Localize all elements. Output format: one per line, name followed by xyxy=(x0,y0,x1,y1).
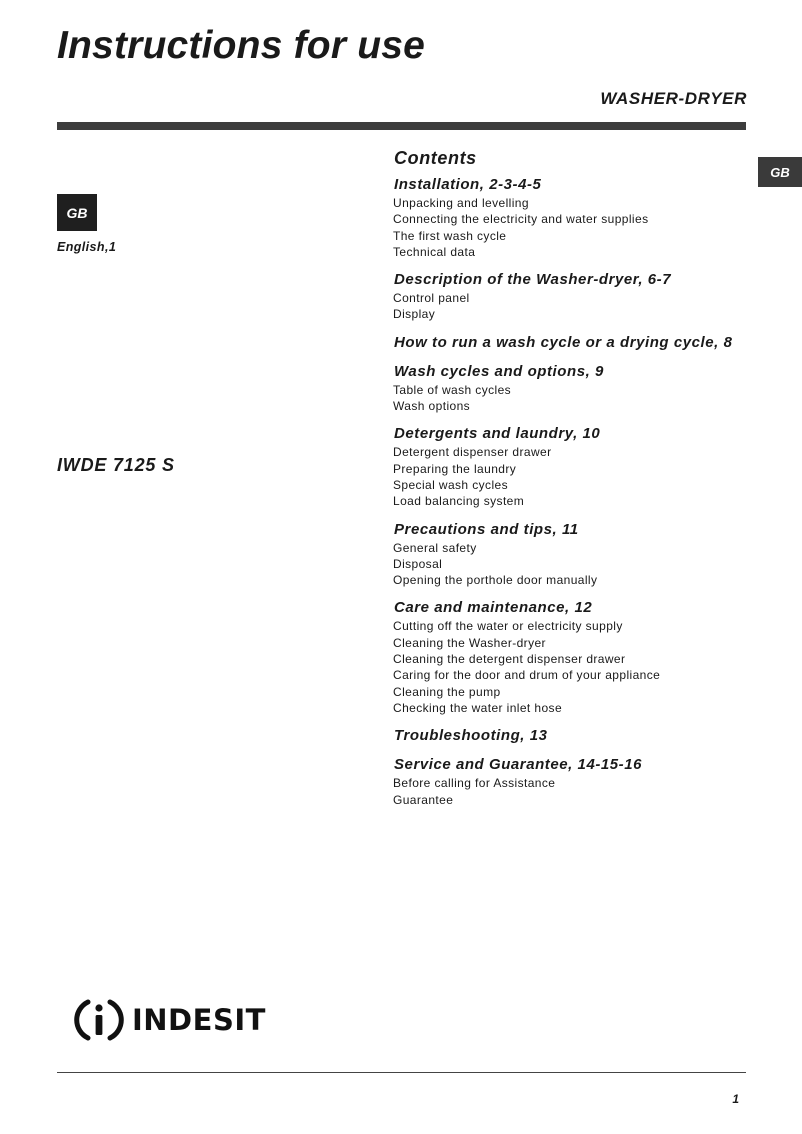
toc-item-list xyxy=(393,618,763,716)
toc-section-title[interactable]: Care and maintenance, 12 xyxy=(394,599,593,617)
toc-item[interactable]: Display xyxy=(393,307,436,322)
toc-sections xyxy=(393,176,763,808)
toc-item[interactable]: Load balancing system xyxy=(393,494,525,509)
contents-heading: Contents xyxy=(394,148,477,168)
toc-section xyxy=(393,599,763,716)
footer-divider xyxy=(57,1072,746,1073)
language-label[interactable]: English,1 xyxy=(57,240,117,254)
toc-section-title[interactable]: Precautions and tips, 11 xyxy=(394,520,579,538)
toc-item[interactable]: Table of wash cycles xyxy=(393,382,512,397)
indesit-logo-icon xyxy=(74,996,124,1044)
toc-item[interactable]: Preparing the laundry xyxy=(393,461,517,476)
toc-item-list xyxy=(393,540,763,589)
toc-item[interactable]: Opening the porthole door manually xyxy=(393,573,598,588)
brand-logo xyxy=(74,994,274,1046)
page-number: 1 xyxy=(732,1092,739,1106)
toc-section-title[interactable]: Wash cycles and options, 9 xyxy=(394,362,604,380)
toc-section-title[interactable]: Troubleshooting, 13 xyxy=(394,727,548,745)
toc-item-list xyxy=(393,444,763,509)
toc-item-list xyxy=(393,195,763,260)
toc-item[interactable]: Guarantee xyxy=(393,792,454,807)
toc-item[interactable]: Cutting off the water or electricity supply xyxy=(393,619,623,634)
toc-section xyxy=(393,425,763,509)
toc-item[interactable]: Cleaning the Washer-dryer xyxy=(393,635,546,650)
toc-item[interactable]: Detergent dispenser drawer xyxy=(393,445,552,460)
brand-name: INDESIT xyxy=(132,1003,266,1037)
toc-item-list xyxy=(393,290,763,323)
toc-section xyxy=(393,334,763,352)
toc-item-list xyxy=(393,382,763,415)
toc-section-title[interactable]: Detergents and laundry, 10 xyxy=(394,425,601,443)
toc-item[interactable]: General safety xyxy=(393,540,477,555)
toc-section xyxy=(393,521,763,589)
language-badge: GB xyxy=(57,194,97,231)
product-type: WASHER-DRYER xyxy=(600,89,747,108)
toc-section-title[interactable]: How to run a wash cycle or a drying cycle, 8 xyxy=(394,333,733,351)
header-divider xyxy=(57,122,746,130)
document-title: Instructions for use xyxy=(57,24,426,67)
toc-item[interactable]: Caring for the door and drum of your appliance xyxy=(393,668,661,683)
table-of-contents xyxy=(393,148,763,819)
toc-section-title[interactable]: Description of the Washer-dryer, 6-7 xyxy=(394,271,672,289)
toc-section xyxy=(393,756,763,808)
toc-item[interactable]: The first wash cycle xyxy=(393,228,507,243)
toc-item[interactable]: Disposal xyxy=(393,556,443,571)
toc-section xyxy=(393,727,763,745)
toc-item[interactable]: Connecting the electricity and water supplies xyxy=(393,212,649,227)
language-side-tab[interactable]: GB xyxy=(758,157,802,187)
toc-item-list xyxy=(393,775,763,808)
toc-section xyxy=(393,271,763,323)
toc-item[interactable]: Unpacking and levelling xyxy=(393,196,529,210)
toc-item[interactable]: Checking the water inlet hose xyxy=(393,700,563,715)
toc-item[interactable]: Cleaning the pump xyxy=(393,684,501,699)
toc-item[interactable]: Cleaning the detergent dispenser drawer xyxy=(393,652,626,667)
toc-item[interactable]: Special wash cycles xyxy=(393,477,508,492)
toc-section xyxy=(393,363,763,415)
toc-section-title[interactable]: Installation, 2-3-4-5 xyxy=(394,176,542,193)
model-number: IWDE 7125 S xyxy=(57,455,175,475)
toc-item[interactable]: Before calling for Assistance xyxy=(393,776,556,791)
toc-item[interactable]: Technical data xyxy=(393,244,476,259)
toc-item[interactable]: Wash options xyxy=(393,399,471,414)
toc-section xyxy=(393,176,763,260)
toc-section-title[interactable]: Service and Guarantee, 14-15-16 xyxy=(394,756,643,774)
toc-item[interactable]: Control panel xyxy=(393,291,470,306)
